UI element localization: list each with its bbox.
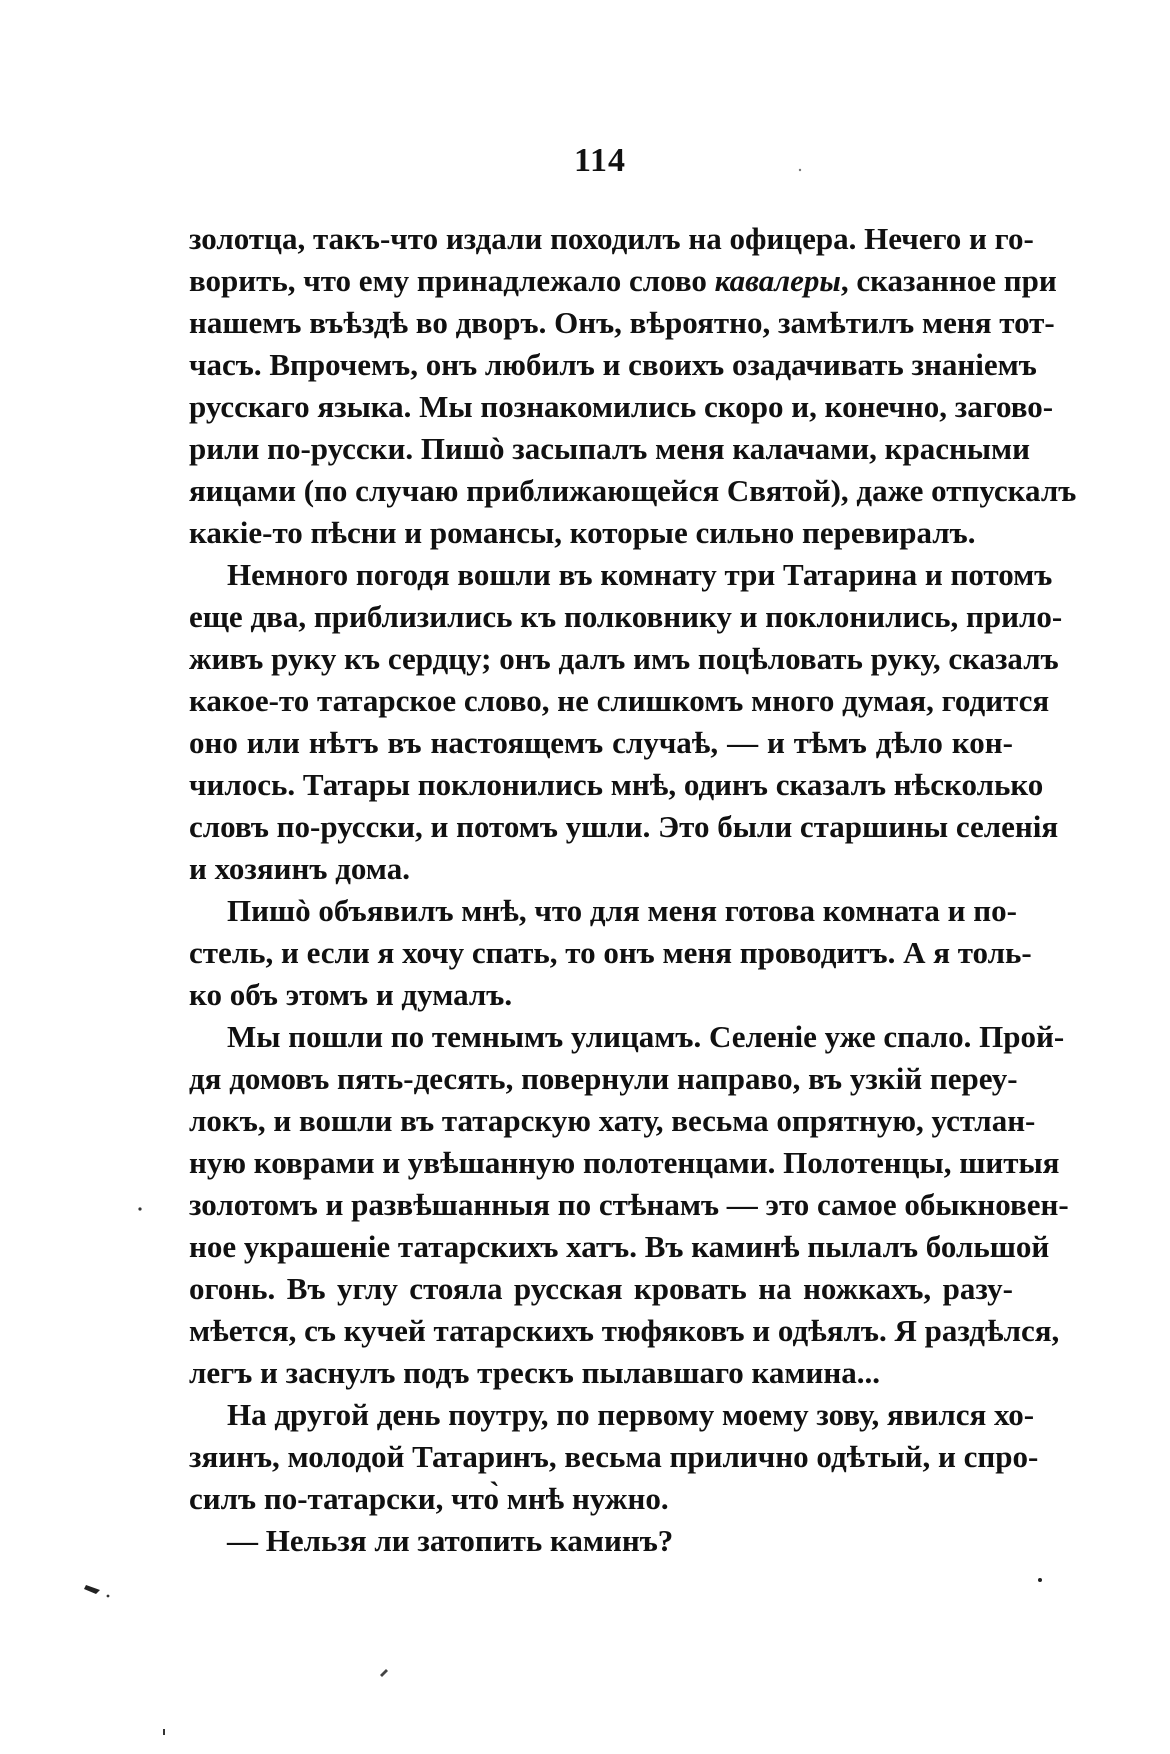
body-text bbox=[189, 218, 1077, 1562]
italic-word: кавалеры bbox=[714, 263, 841, 298]
speck bbox=[1038, 1578, 1042, 1582]
text-line: и хозяинъ дома. bbox=[189, 851, 410, 886]
text-line: ко объ этомъ и думалъ. bbox=[189, 977, 513, 1012]
text-line: словъ по-русски, и потомъ ушли. Это были старшины селенія bbox=[189, 809, 1059, 844]
text-line: Мы пошли по темнымъ улицамъ. Селеніе уже спало. Прой- bbox=[227, 1019, 1065, 1054]
text-line: золотомъ и развѣшанныя по стѣнамъ — это самое обыкновен- bbox=[189, 1187, 1069, 1222]
paragraph bbox=[189, 1520, 1013, 1562]
text-line: ворить, что ему принадлежало слово кавалеры, сказанное при bbox=[189, 263, 1057, 298]
speck bbox=[107, 1595, 110, 1598]
speck bbox=[380, 1669, 388, 1677]
text-line: силъ по-татарски, что̀ мнѣ нужно. bbox=[189, 1481, 669, 1516]
text-line: ное украшеніе татарскихъ хатъ. Въ каминѣ пылалъ большой bbox=[189, 1229, 1050, 1264]
text-line: какіе-то пѣсни и романсы, которые сильно перевиралъ. bbox=[189, 515, 976, 550]
paragraph bbox=[189, 1016, 1069, 1394]
paragraph bbox=[189, 1394, 1039, 1520]
text-line: какое-то татарское слово, не слишкомъ много думая, годится bbox=[189, 683, 1050, 718]
speck bbox=[163, 1729, 165, 1735]
text-line: часъ. Впрочемъ, онъ любилъ и своихъ озадачивать знаніемъ bbox=[189, 347, 1037, 382]
speck bbox=[138, 1207, 141, 1210]
text-line: легъ и заснулъ подъ трескъ пылавшаго камина... bbox=[189, 1355, 880, 1390]
paragraph bbox=[189, 218, 1077, 554]
text-line: зяинъ, молодой Татаринъ, весьма прилично одѣтый, и спро- bbox=[189, 1439, 1039, 1474]
text-line: мѣется, съ кучей татарскихъ тюфяковъ и одѣялъ. Я раздѣлся, bbox=[189, 1313, 1060, 1348]
paragraph bbox=[189, 890, 1032, 1016]
text-line: чилось. Татары поклонились мнѣ, одинъ сказалъ нѣсколько bbox=[189, 767, 1044, 802]
text-line: оно или нѣтъ въ настоящемъ случаѣ, — и тѣмъ дѣло кон- bbox=[189, 725, 1013, 760]
text-line: Немного погодя вошли въ комнату три Татарина и потомъ bbox=[227, 557, 1053, 592]
text-line: На другой день поутру, по первому моему зову, явился хо- bbox=[227, 1397, 1035, 1432]
text-line: яицами (по случаю приближающейся Святой), даже отпускалъ bbox=[189, 473, 1077, 508]
text-line: нашемъ въѣздѣ во дворъ. Онъ, вѣроятно, замѣтилъ меня тот- bbox=[189, 305, 1055, 340]
page-number: 114 bbox=[573, 142, 627, 179]
text-line: русскаго языка. Мы познакомились скоро и, конечно, загово- bbox=[189, 389, 1054, 424]
text-line: дя домовъ пять-десять, повернули направо, въ узкій переу- bbox=[189, 1061, 1018, 1096]
text-line: Пишò объявилъ мнѣ, что для меня готова комната и по- bbox=[227, 893, 1017, 928]
text-line: рили по-русски. Пишò засыпалъ меня калачами, красными bbox=[189, 431, 1031, 466]
text-line: локъ, и вошли въ татарскую хату, весьма опрятную, устлан- bbox=[189, 1103, 1036, 1138]
speck bbox=[84, 1585, 100, 1594]
text-line: — Нельзя ли затопить каминъ? bbox=[227, 1523, 674, 1558]
text-line: стель, и если я хочу спать, то онъ меня проводитъ. А я толь- bbox=[189, 935, 1032, 970]
text-line: огонь. Въ углу стояла русская кровать на ножкахъ, разу- bbox=[189, 1271, 1013, 1306]
text-line: живъ руку къ сердцу; онъ далъ имъ поцѣловать руку, сказалъ bbox=[189, 641, 1059, 676]
text-line: золотца, такъ-что издали походилъ на офицера. Нечего и го- bbox=[189, 221, 1034, 256]
text-line: ную коврами и увѣшанную полотенцами. Полотенцы, шитыя bbox=[189, 1145, 1060, 1180]
text-line: еще два, приблизились къ полковнику и поклонились, прило- bbox=[189, 599, 1063, 634]
paragraph bbox=[189, 554, 1063, 890]
